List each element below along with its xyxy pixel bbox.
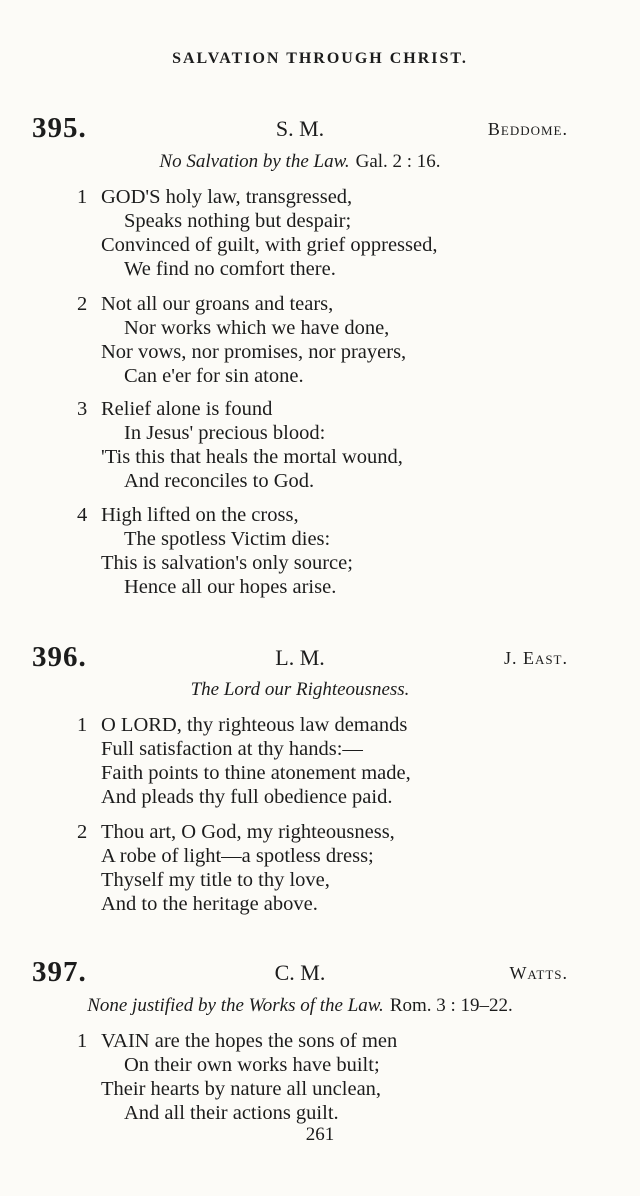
verse-line: GOD'S holy law, transgressed, — [101, 186, 353, 208]
hymn-subtitle — [32, 151, 568, 173]
hymn-meter: C. M. — [274, 960, 326, 985]
verse-line: In Jesus' precious blood: — [124, 422, 326, 444]
hymn-header — [32, 112, 568, 142]
hymn-author: Watts. — [509, 963, 568, 983]
verse-line: Can e'er for sin atone. — [124, 365, 304, 387]
verse-line: Faith points to thine atonement made, — [101, 762, 411, 784]
hymn-header — [32, 956, 568, 986]
verse-line: Not all our groans and tears, — [101, 293, 334, 315]
verse-number: 1 — [77, 714, 88, 736]
hymn-subtitle-title: None justified by the Works of the Law. — [87, 995, 384, 1016]
verse-line: We find no comfort there. — [124, 258, 336, 280]
verse-line: O LORD, thy righteous law demands — [101, 714, 408, 736]
running-head: SALVATION THROUGH CHRIST. — [172, 50, 468, 67]
hymn-subtitle-title: No Salvation by the Law. — [159, 151, 350, 172]
verse-line: And pleads thy full obedience paid. — [101, 786, 393, 808]
verse-number: 2 — [77, 821, 88, 843]
page-number: 261 — [305, 1124, 335, 1145]
hymn-meter: L. M. — [275, 645, 325, 670]
hymn-author: Beddome. — [487, 119, 568, 139]
scripture-reference: Rom. 3 : 19–22. — [389, 995, 513, 1016]
hymn-meter: S. M. — [275, 116, 325, 141]
hymn-number: 396. — [32, 641, 87, 673]
verse-number: 1 — [77, 1030, 88, 1052]
verse-line: Speaks nothing but despair; — [124, 210, 352, 232]
hymn-number: 397. — [32, 956, 87, 988]
verse-line: On their own works have built; — [124, 1054, 380, 1076]
verse-number: 1 — [77, 186, 88, 208]
verse-line: Their hearts by nature all unclean, — [101, 1078, 382, 1100]
verse-line: This is salvation's only source; — [101, 552, 353, 574]
verse-line: Thou art, O God, my righteousness, — [101, 821, 395, 843]
hymn-author: J. East. — [503, 648, 568, 668]
verse-line: Relief alone is found — [101, 398, 273, 420]
verse-number: 2 — [77, 293, 88, 315]
verse-line: Nor vows, nor promises, nor prayers, — [101, 341, 407, 363]
verse-line: The spotless Victim dies: — [124, 528, 331, 550]
verse-line: VAIN are the hopes the sons of men — [101, 1030, 398, 1052]
verse-number: 3 — [77, 398, 88, 420]
verse-line: Thyself my title to thy love, — [101, 869, 330, 891]
verse-line: And all their actions guilt. — [124, 1102, 339, 1124]
verse-line: Full satisfaction at thy hands:— — [101, 738, 363, 760]
verse-line: And to the heritage above. — [101, 893, 318, 915]
hymn-subtitle — [32, 995, 568, 1017]
verse-line: Hence all our hopes arise. — [124, 576, 337, 598]
verse-line: A robe of light—a spotless dress; — [101, 845, 374, 867]
verse-line: And reconciles to God. — [124, 470, 315, 492]
hymn-header — [32, 641, 568, 671]
hymn-subtitle-title: The Lord our Righteousness. — [190, 679, 410, 700]
hymn-subtitle — [32, 679, 568, 701]
verse-line: 'Tis this that heals the mortal wound, — [101, 446, 403, 468]
hymn-number: 395. — [32, 112, 87, 144]
verse-line: Convinced of guilt, with grief oppressed, — [101, 234, 438, 256]
verse-line: High lifted on the cross, — [101, 504, 299, 526]
verse-number: 4 — [77, 504, 88, 526]
scripture-reference: Gal. 2 : 16. — [355, 151, 441, 172]
verse-line: Nor works which we have done, — [124, 317, 390, 339]
